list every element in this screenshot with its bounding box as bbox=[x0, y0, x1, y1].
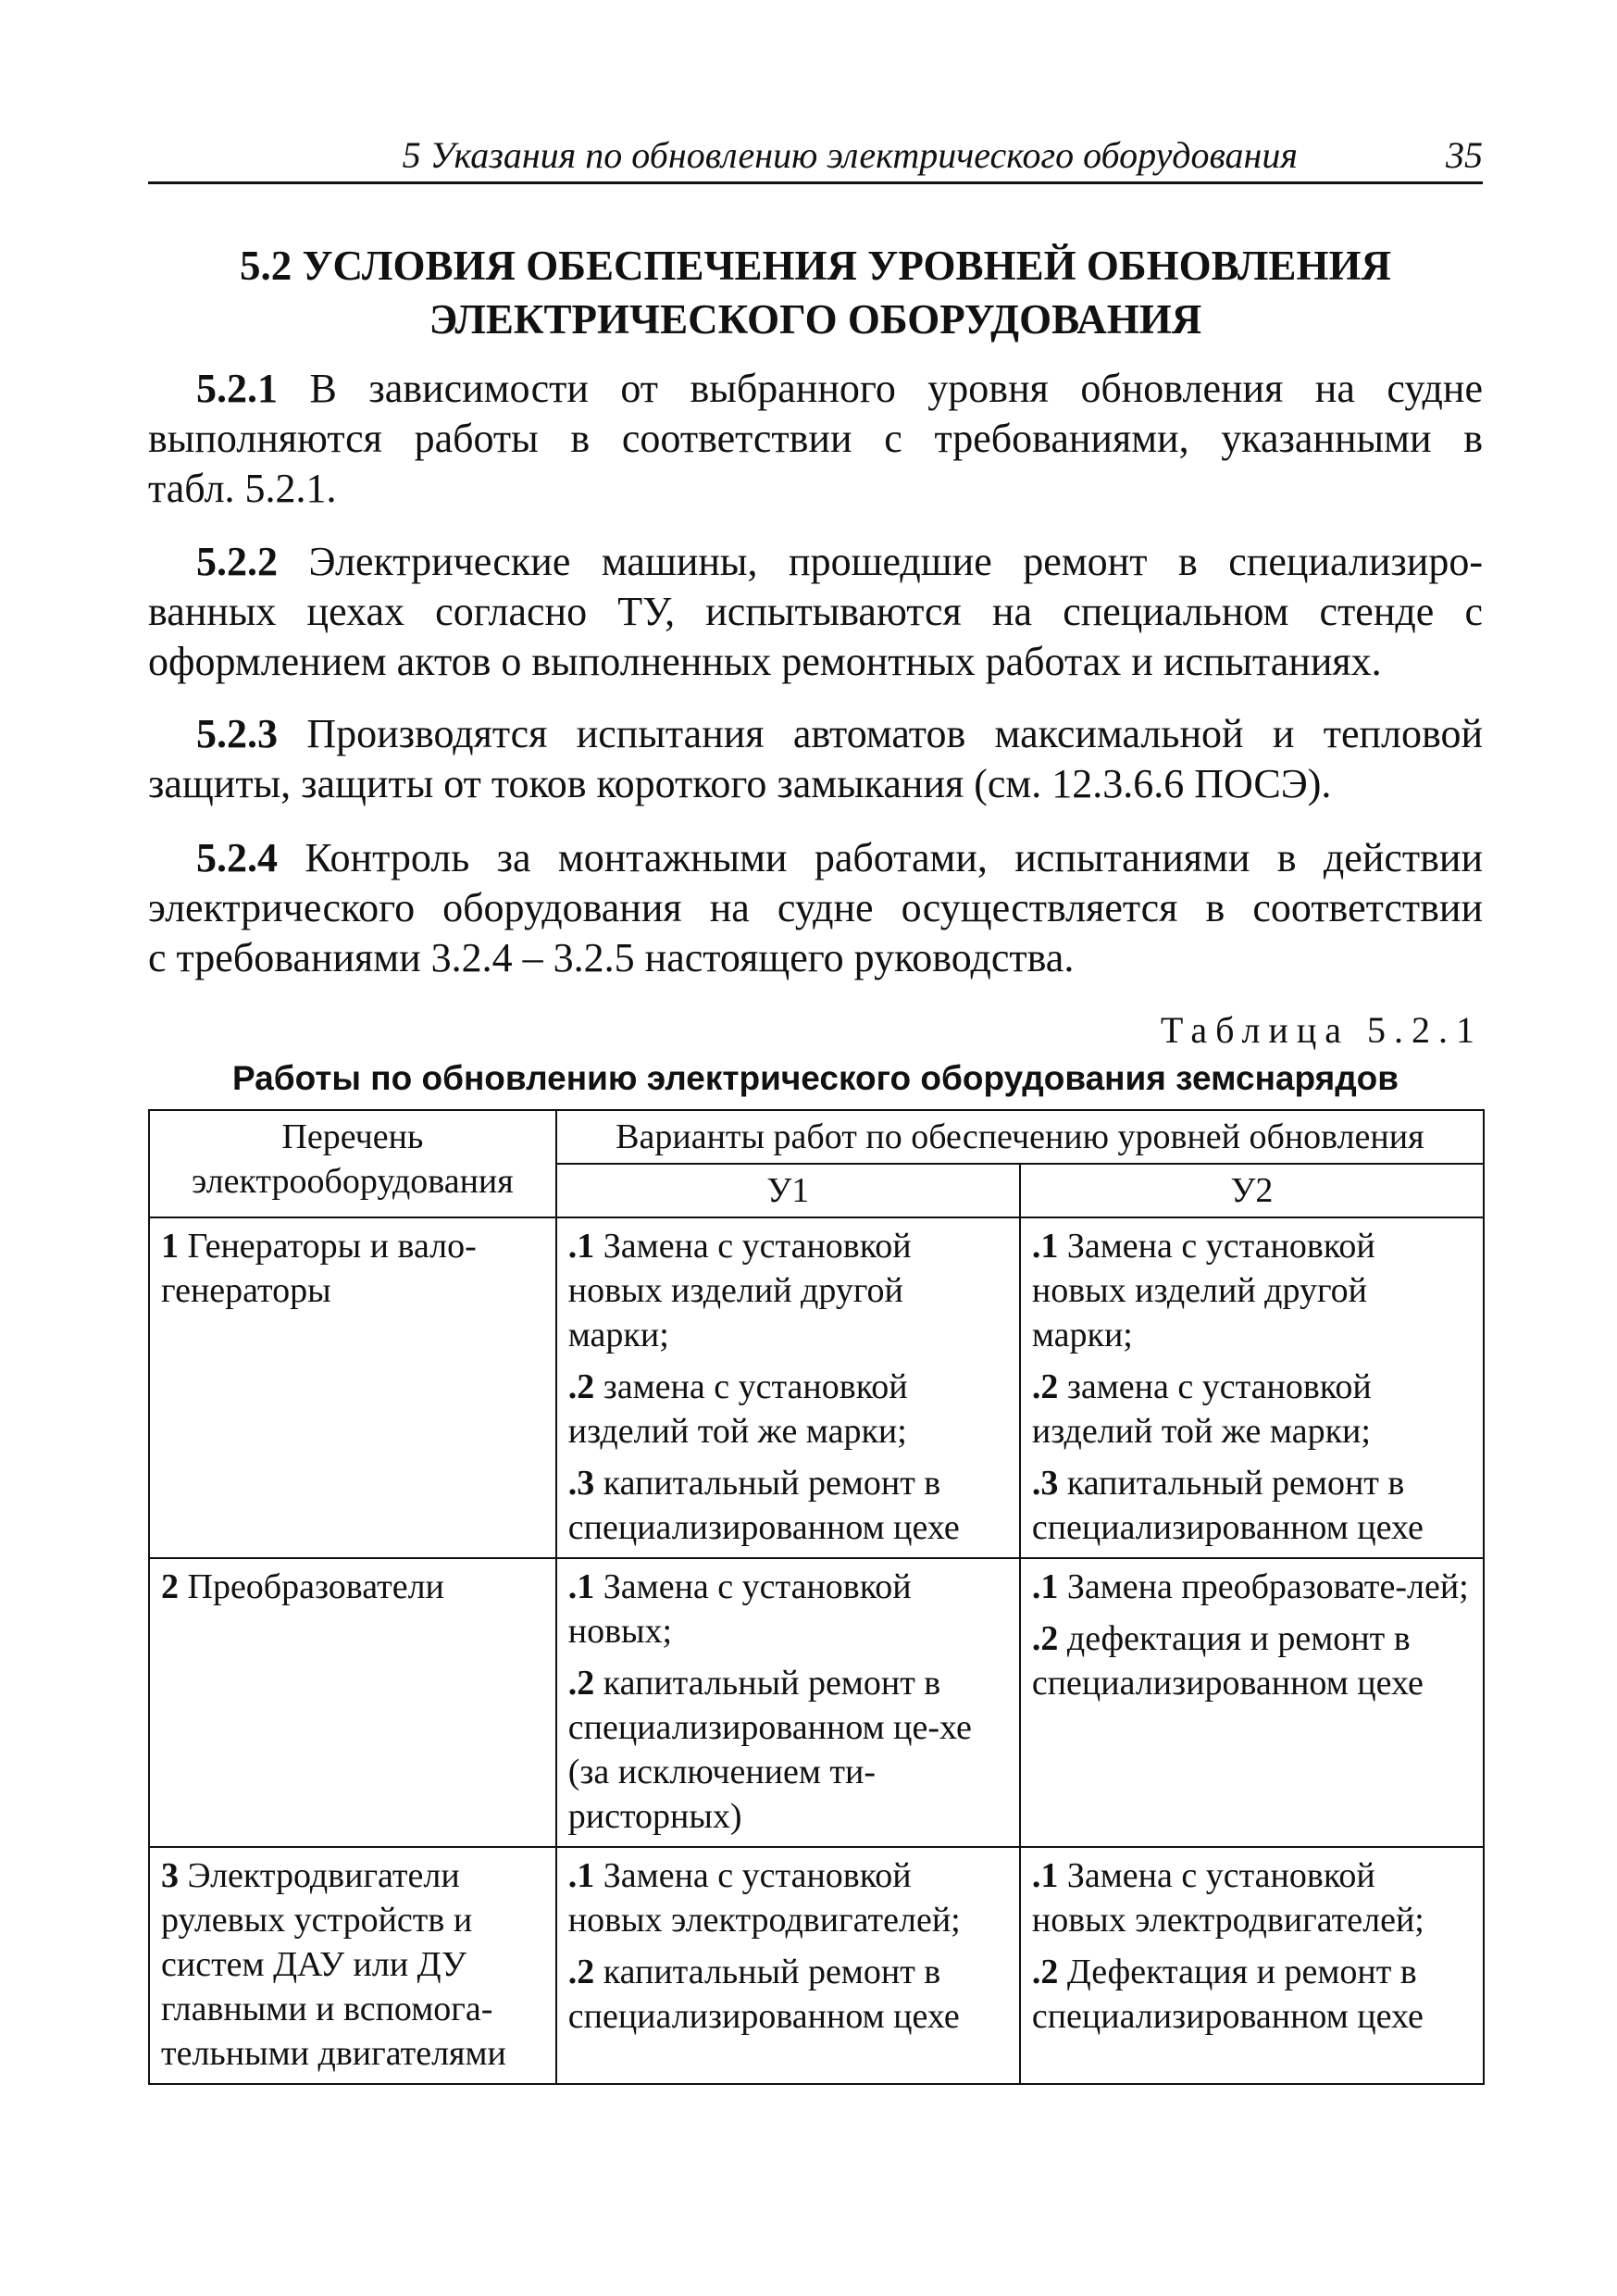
work-item: .1 Замена с установкой новых изделий другой марки; bbox=[567, 1227, 912, 1354]
u2-cell bbox=[1020, 1217, 1484, 1558]
work-item: .1 Замена с установкой новых электродвигателей; bbox=[1031, 1856, 1424, 1940]
paragraph-line: 5.2.2 Электрические машины, прошедшие ремонт в специализиро- bbox=[196, 539, 1483, 584]
u1-cell bbox=[556, 1847, 1020, 2084]
works-table bbox=[148, 1109, 1485, 2085]
work-item: .3 капитальный ремонт в специализированном цехе bbox=[1031, 1464, 1424, 1547]
work-item: .1 Замена с установкой новых изделий другой марки; bbox=[1031, 1227, 1375, 1354]
paragraph-number: 5.2.2 bbox=[196, 539, 278, 584]
work-item: .2 капитальный ремонт в специализированном цехе bbox=[567, 1953, 960, 2036]
paragraph-5-2-3 bbox=[148, 709, 1483, 809]
table-row bbox=[149, 1217, 1484, 1558]
table-row bbox=[149, 1847, 1484, 2084]
work-item: .2 капитальный ремонт в специализированном це-хе (за исключением ти-ристорных) bbox=[567, 1664, 972, 1836]
table-label: Таблица 5.2.1 bbox=[1160, 1009, 1483, 1051]
paragraph-5-2-4 bbox=[148, 833, 1483, 983]
work-item: .1 Замена с установкой новых электродвигателей; bbox=[567, 1856, 961, 1940]
paragraph-number: 5.2.4 bbox=[196, 835, 278, 880]
equipment-cell bbox=[149, 1217, 556, 1558]
paragraph-line: 5.2.3 Производятся испытания автоматов максимальной и тепловой bbox=[196, 711, 1484, 756]
page-number: 35 bbox=[1446, 134, 1483, 176]
work-item: .1 Замена преобразовате-лей; bbox=[1031, 1567, 1469, 1606]
paragraph-line: 5.2.4 Контроль за монтажными работами, испытаниями в действии bbox=[196, 835, 1484, 880]
table-row bbox=[149, 1558, 1484, 1847]
paragraph-5-2-1 bbox=[148, 364, 1483, 514]
equipment-cell bbox=[149, 1847, 556, 2084]
table-caption: Работы по обновлению электрического оборудования земснарядов bbox=[231, 1059, 1399, 1097]
paragraph-line: защиты, защиты от токов короткого замыкания (см. 12.3.6.6 ПОСЭ). bbox=[148, 761, 1332, 806]
work-item: .2 замена с установкой изделий той же марки; bbox=[567, 1367, 908, 1451]
running-header-title: 5 Указания по обновлению электрического оборудования bbox=[402, 134, 1298, 176]
paragraph-line: табл. 5.2.1. bbox=[148, 466, 337, 511]
section-title-line: ЭЛЕКТРИЧЕСКОГО ОБОРУДОВАНИЯ bbox=[429, 296, 1202, 343]
paragraph-line: 5.2.1 В зависимости от выбранного уровня обновления на судне bbox=[196, 366, 1484, 411]
section-title bbox=[148, 239, 1483, 346]
paragraph-number: 5.2.3 bbox=[196, 711, 278, 756]
equipment-name: Преобразователи bbox=[187, 1567, 444, 1606]
work-item: .2 Дефектация и ремонт в специализированном цехе bbox=[1031, 1953, 1424, 2036]
paragraph-number: 5.2.1 bbox=[196, 366, 278, 411]
work-item: .2 дефектация и ремонт в специализированном цехе bbox=[1031, 1619, 1424, 1703]
u1-cell bbox=[556, 1558, 1020, 1847]
paragraph-line: оформлением актов о выполненных ремонтных работах и испытаниях. bbox=[148, 639, 1382, 684]
table-header-row bbox=[149, 1110, 1484, 1164]
equipment-cell bbox=[149, 1558, 556, 1847]
row-number: 2 bbox=[161, 1567, 179, 1606]
paragraph-line: с требованиями 3.2.4 – 3.2.5 настоящего руководства. bbox=[148, 935, 1075, 980]
u2-cell bbox=[1020, 1558, 1484, 1847]
u2-cell bbox=[1020, 1847, 1484, 2084]
work-item: .2 замена с установкой изделий той же марки; bbox=[1031, 1367, 1372, 1451]
paragraph-line: электрического оборудования на судне осуществляется в соответствии bbox=[148, 885, 1483, 930]
work-item: .3 капитальный ремонт в специализированном цехе bbox=[567, 1464, 960, 1547]
work-item: .1 Замена с установкой новых; bbox=[567, 1567, 912, 1651]
row-number: 1 bbox=[161, 1227, 179, 1266]
header-u1: У1 bbox=[556, 1164, 1020, 1217]
header-u2: У2 bbox=[1020, 1164, 1484, 1217]
row-number: 3 bbox=[161, 1856, 179, 1895]
u1-cell bbox=[556, 1217, 1020, 1558]
running-header bbox=[148, 130, 1483, 184]
paragraph-5-2-2 bbox=[148, 537, 1483, 687]
paragraph-line: ванных цехах согласно ТУ, испытываются на специальном стенде с bbox=[148, 589, 1483, 634]
paragraph-line: выполняются работы в соответствии с требованиями, указанными в bbox=[148, 416, 1483, 461]
equipment-name: Генераторы и вало-генераторы bbox=[161, 1227, 477, 1310]
equipment-name: Электродвигатели рулевых устройств и систем ДАУ или ДУ главными и вспомога-тельными двигателями bbox=[161, 1856, 506, 2073]
section-title-line: 5.2 УСЛОВИЯ ОБЕСПЕЧЕНИЯ УРОВНЕЙ ОБНОВЛЕНИЯ bbox=[240, 243, 1391, 289]
header-equipment-list: Перечень электрооборудования bbox=[149, 1110, 556, 1217]
header-variants: Варианты работ по обеспечению уровней обновления bbox=[556, 1110, 1484, 1164]
